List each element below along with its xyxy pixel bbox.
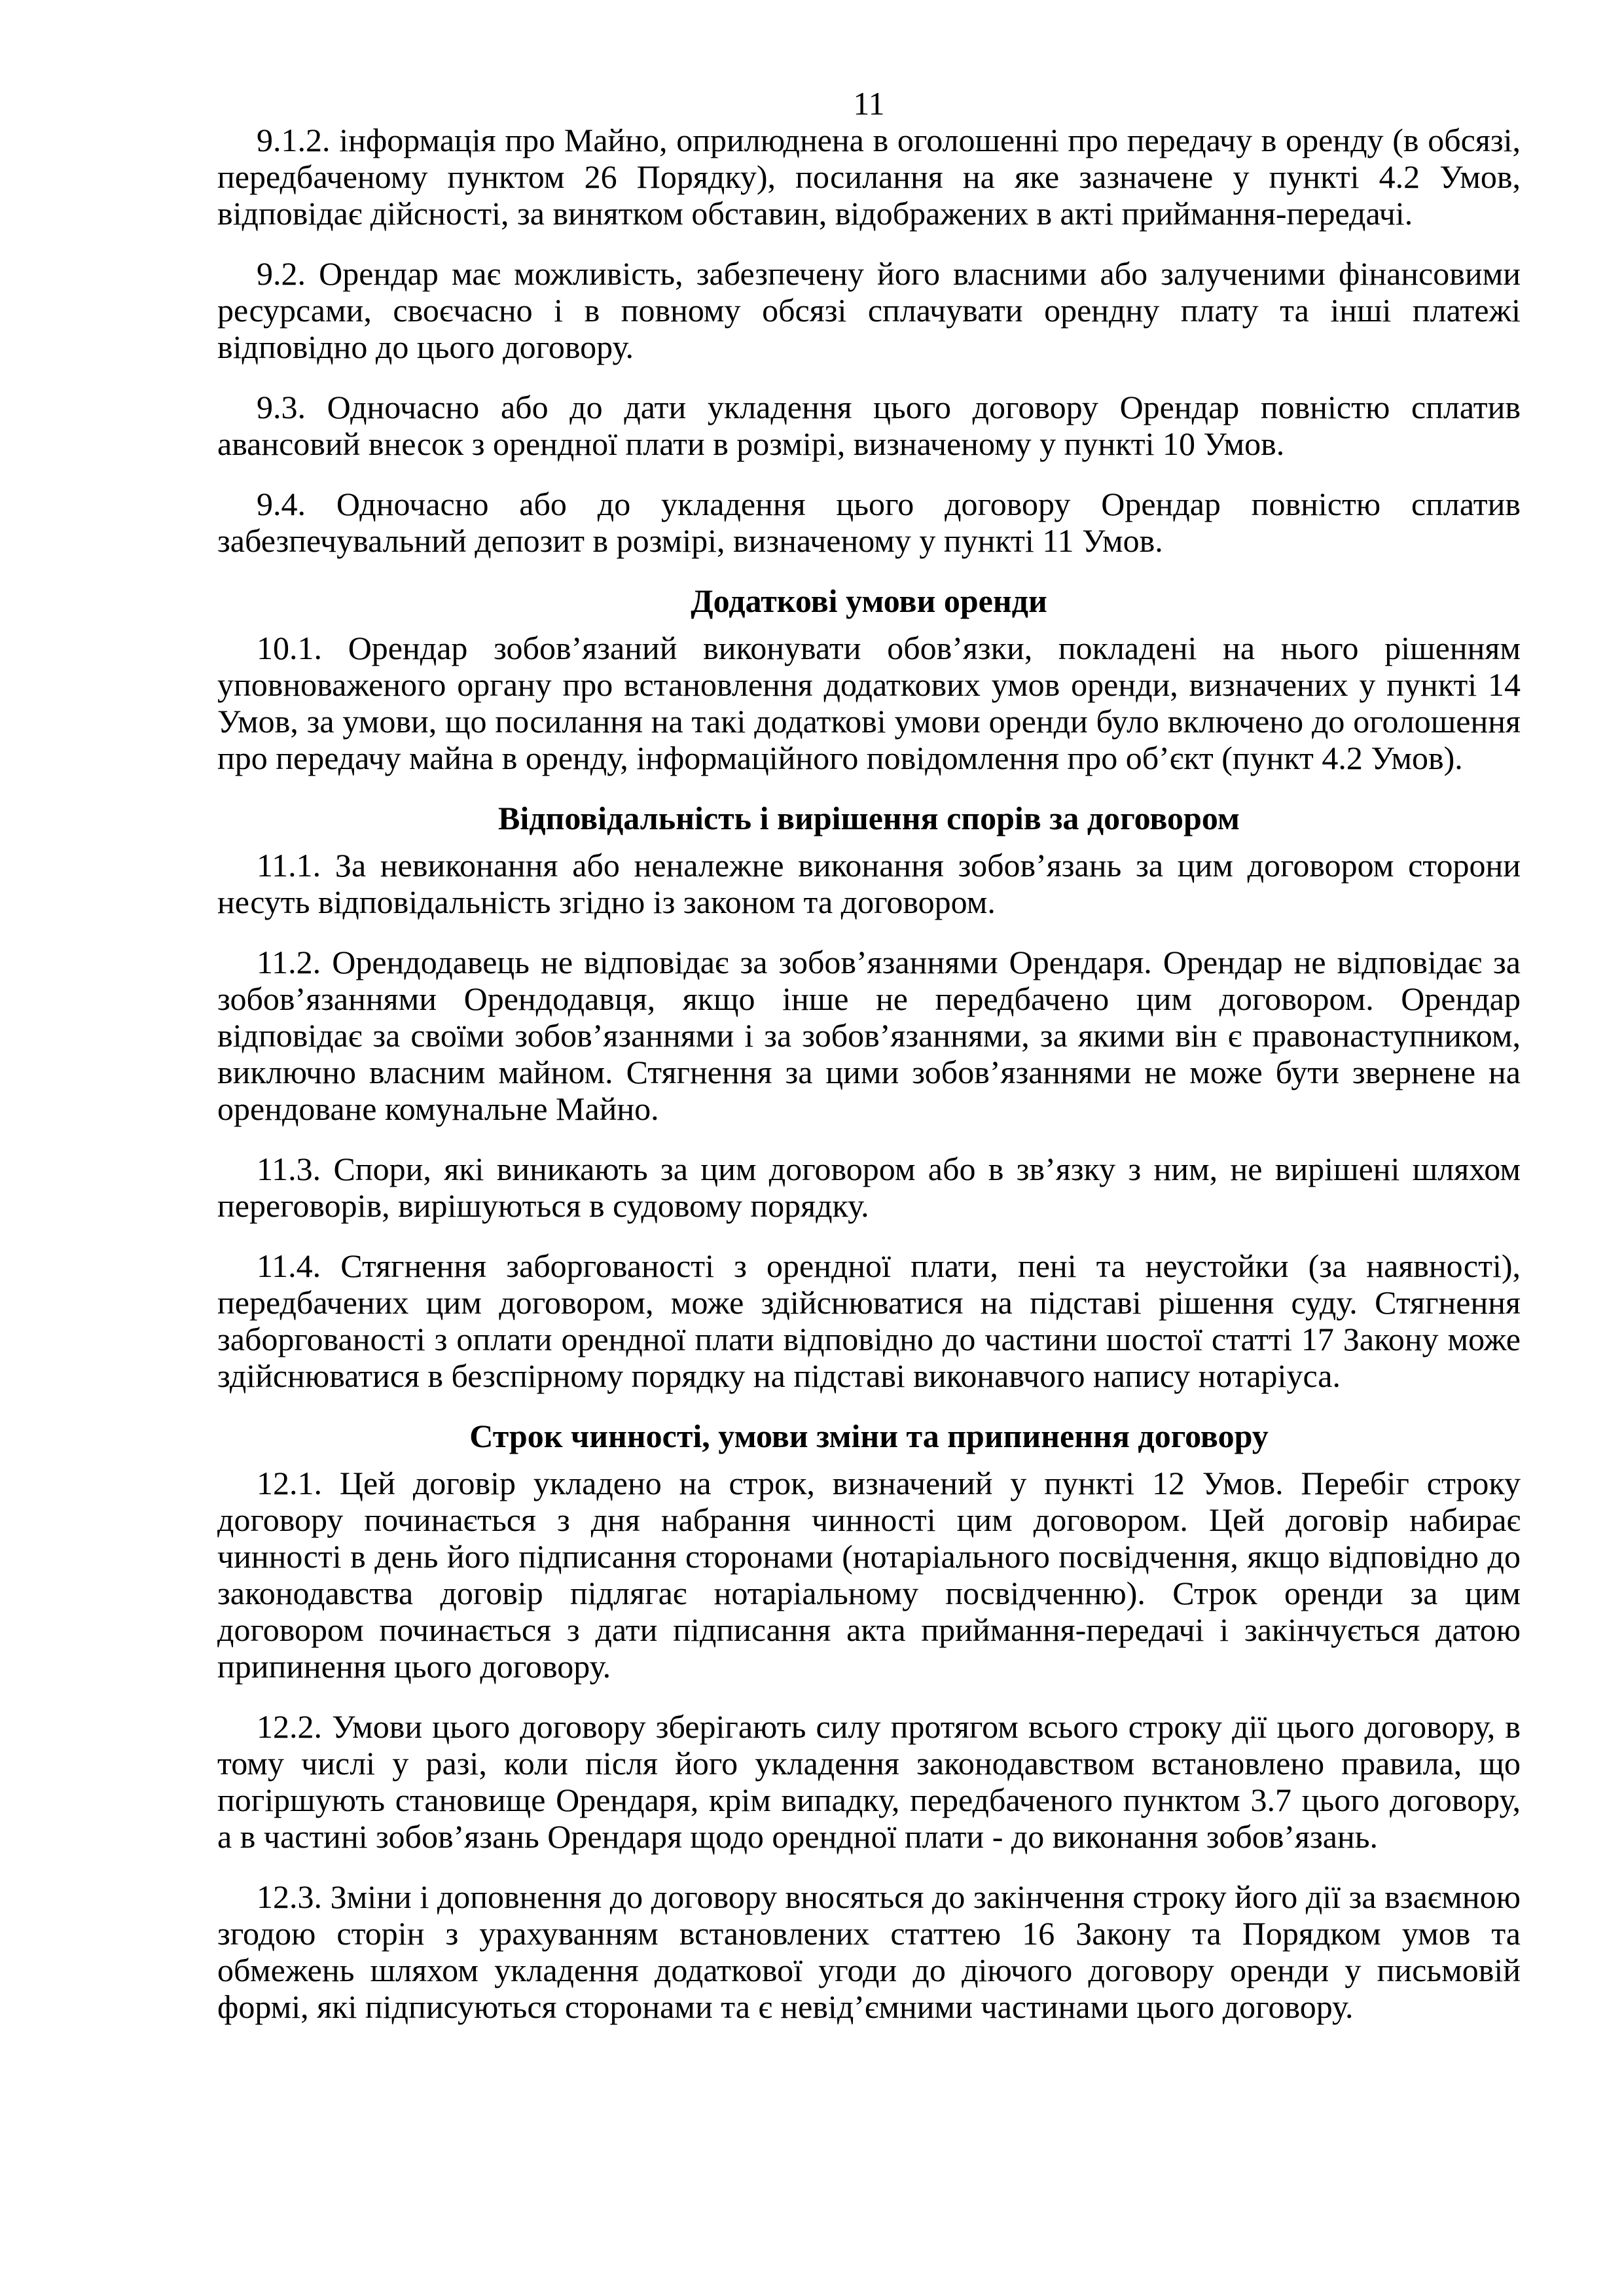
paragraph-11-1: 11.1. За невиконання або неналежне виконання зобов’язань за цим договором сторони несуть відповідальність згідно із законом та договором.	[217, 847, 1521, 920]
paragraph-9-1-2: 9.1.2. інформація про Майно, оприлюднена в оголошенні про передачу в оренду (в обсязі, передбаченому пунктом 26 Порядку), посилання на яке зазначене у пункті 4.2 Умов, відповідає дійсності, за винятком обставин, відображених в акті приймання-передачі.	[217, 122, 1521, 232]
paragraph-11-3: 11.3. Спори, які виникають за цим договором або в зв’язку з ним, не вирішені шляхом переговорів, вирішуються в судовому порядку.	[217, 1151, 1521, 1224]
paragraph-11-4: 11.4. Стягнення заборгованості з орендної плати, пені та неустойки (за наявності), передбачених цим договором, може здійснюватися на підставі рішення суду. Стягнення заборгованості з оплати орендної плати відповідно до частини шостої статті 17 Закону може здійснюватися в безспірному порядку на підставі виконавчого напису нотаріуса.	[217, 1247, 1521, 1394]
paragraph-12-1: 12.1. Цей договір укладено на строк, визначений у пункті 12 Умов. Перебіг строку договору починається з дня набрання чинності цим договором. Цей договір набирає чинності в день його підписання сторонами (нотаріального посвідчення, якщо відповідно до законодавства договір підлягає нотаріальному посвідченню). Строк оренди за цим договором починається з дати підписання акта приймання-передачі і закінчується датою припинення цього договору.	[217, 1465, 1521, 1685]
section-heading-term-validity-termination: Строк чинності, умови зміни та припинення договору	[469, 1418, 1269, 1454]
paragraph-9-2: 9.2. Орендар має можливість, забезпечену його власними або залученими фінансовими ресурсами, своєчасно і в повному обсязі сплачувати орендну плату та інші платежі відповідно до цього договору.	[217, 255, 1521, 365]
paragraph-12-2: 12.2. Умови цього договору зберігають силу протягом всього строку дії цього договору, в тому числі у разі, коли після його укладення законодавством встановлено правила, що погіршують становище Орендаря, крім випадку, передбаченого пунктом 3.7 цього договору, а в частині зобов’язань Орендаря щодо орендної плати - до виконання зобов’язань.	[217, 1708, 1521, 1855]
paragraph-12-3: 12.3. Зміни і доповнення до договору вносяться до закінчення строку його дії за взаємною згодою сторін з урахуванням встановлених статтею 16 Закону та Порядком умов та обмежень шляхом укладення додаткової угоди до діючого договору оренди у письмовій формі, які підписуються сторонами та є невід’ємними частинами цього договору.	[217, 1878, 1521, 2025]
section-heading-additional-lease-terms: Додаткові умови оренди	[691, 583, 1047, 619]
paragraph-11-2: 11.2. Орендодавець не відповідає за зобов’язаннями Орендаря. Орендар не відповідає за зобов’язаннями Орендодавця, якщо інше не передбачено цим договором. Орендар відповідає за своїми зобов’язаннями і за зобов’язаннями, за якими він є правонаступником, виключно власним майном. Стягнення за цими зобов’язаннями не може бути звернене на орендоване комунальне Майно.	[217, 944, 1521, 1127]
section-heading-liability-disputes: Відповідальність і вирішення спорів за договором	[498, 800, 1240, 836]
paragraph-9-3: 9.3. Одночасно або до дати укладення цього договору Орендар повністю сплатив авансовий внесок з орендної плати в розмірі, визначеному у пункті 10 Умов.	[217, 389, 1521, 462]
page-number: 11	[853, 85, 885, 122]
paragraph-10-1: 10.1. Орендар зобов’язаний виконувати обов’язки, покладені на нього рішенням уповноваженого органу про встановлення додаткових умов оренди, визначених у пункті 14 Умов, за умови, що посилання на такі додаткові умови оренди було включено до оголошення про передачу майна в оренду, інформаційного повідомлення про об’єкт (пункт 4.2 Умов).	[217, 630, 1521, 776]
paragraph-9-4: 9.4. Одночасно або до укладення цього договору Орендар повністю сплатив забезпечувальний депозит в розмірі, визначеному у пункті 11 Умов.	[217, 486, 1521, 559]
